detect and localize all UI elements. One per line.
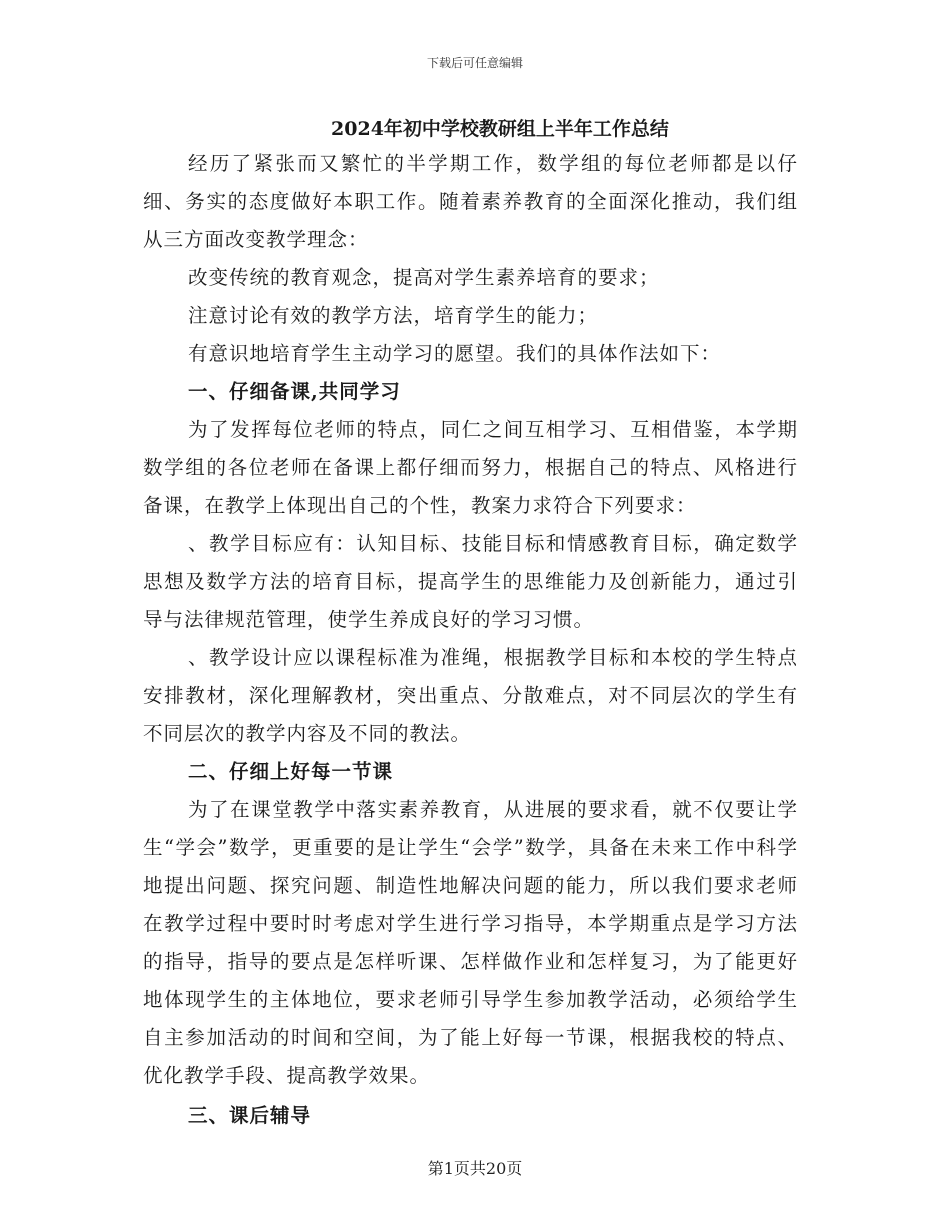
section-heading: 二、仔细上好每一节课 xyxy=(188,760,394,783)
header-note: 下载后可任意编辑 xyxy=(426,56,523,70)
document-title: 2024年初中学校教研组上半年工作总结 xyxy=(331,118,669,140)
section-heading: 一、仔细备课,共同学习 xyxy=(188,380,401,403)
section-paragraph: 为了发挥每位老师的特点，同仁之间互相学习、互相借鉴，本学期数学组的各位老师在备课上都仔细而努力，根据自己的特点、风格进行备课，在教学上体现出自己的个性，教案力求符合下列要求： xyxy=(143,418,798,517)
intro-paragraph: 经历了紧张而又繁忙的半学期工作，数学组的每位老师都是以仔细、务实的态度做好本职工作。随着素养教育的全面深化推动，我们组从三方面改变教学理念： xyxy=(143,152,798,251)
section-heading: 三、课后辅导 xyxy=(188,1104,312,1127)
intro-point: 改变传统的教育观念，提高对学生素养培育的要求； xyxy=(188,266,660,289)
section-paragraph: 为了在课堂教学中落实素养教育，从进展的要求看，就不仅要让学生“学会”数学，更重要的是让学生“会学”数学，具备在未来工作中科学地提出问题、探究问题、制造性地解决问题的能力，所以我们要求老师在教学过程中要时时考虑对学生进行学习指导，本学期重点是学习方法的指导，指导的要点是怎样听课、怎样做作业和怎样复习，为了能更好地体现学生的主体地位，要求老师引导学生参加教学活动，必须给学生自主参加活动的时间和空间，为了能上好每一节课，根据我校的特点、优化教学手段、提高教学效果。 xyxy=(143,798,798,1087)
intro-point: 有意识地培育学生主动学习的愿望。我们的具体作法如下： xyxy=(188,342,722,365)
section-paragraph: 、教学目标应有：认知目标、技能目标和情感教育目标，确定数学思想及数学方法的培育目标，提高学生的思维能力及创新能力，通过引导与法律规范管理，使学生养成良好的学习习惯。 xyxy=(143,532,798,631)
section-paragraph: 、教学设计应以课程标准为准绳，根据教学目标和本校的学生特点安排教材，深化理解教材，突出重点、分散难点，对不同层次的学生有不同层次的教学内容及不同的教法。 xyxy=(143,646,798,745)
page-footer: 第1页共20页 xyxy=(427,1159,523,1178)
intro-point: 注意讨论有效的教学方法，培育学生的能力； xyxy=(188,304,599,327)
document-body xyxy=(143,145,798,1135)
